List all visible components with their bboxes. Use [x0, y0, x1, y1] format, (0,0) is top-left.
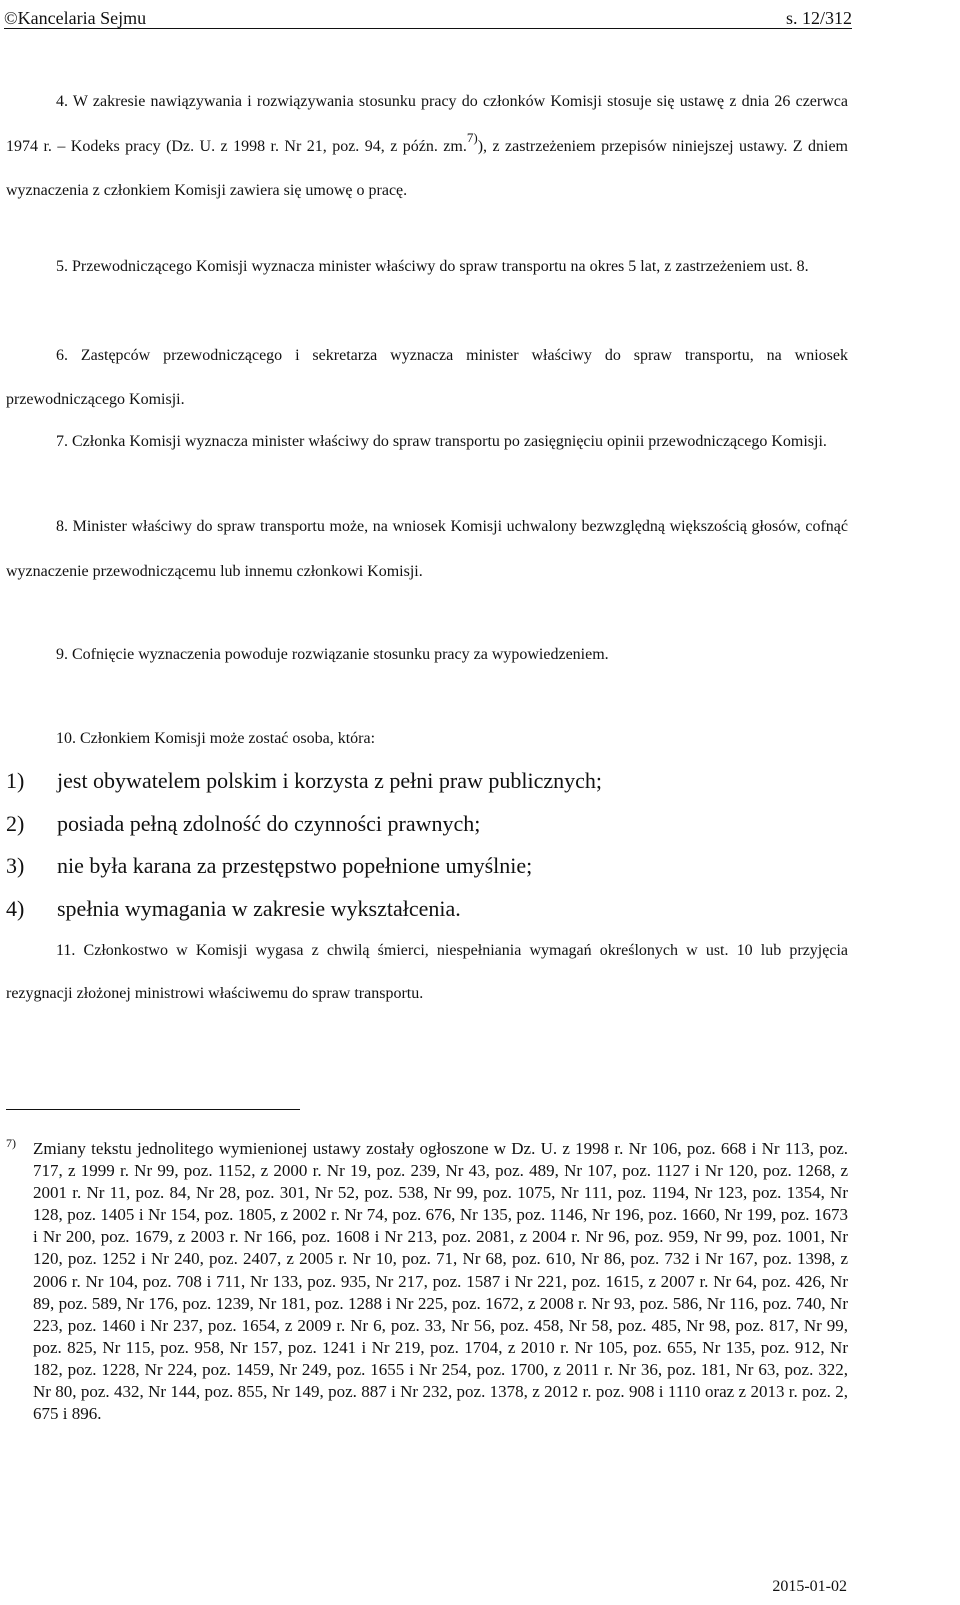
- paragraph-5: 5. Przewodniczącego Komisji wyznacza minister właściwy do spraw transportu na okres 5 lat, z zastrzeżeniem ust. 8.: [56, 258, 809, 275]
- footnote-text: Zmiany tekstu jednolitego wymienionej ustawy zostały ogłoszone w Dz. U. z 1998 r. Nr 106, poz. 668 i Nr 113, poz. 717, z 1999 r. Nr 99, poz. 1152, z 2000 r. Nr 19, poz. 239, Nr 43, poz. 489, Nr 107, poz. 1127 i Nr 120, poz. 1268, z 2001 r. Nr 11, poz. 84, Nr 28, poz. 301, Nr 52, poz. 538, Nr 99, poz. 1075, Nr 111, poz. 1194, Nr 123, poz. 1354, Nr 128, poz. 1405 i Nr 154, poz. 1805, z 2002 r. Nr 74, poz. 676, Nr 135, poz. 1146, Nr 196, poz. 1660, Nr 199, poz. 1673 i Nr 200, poz. 1679, z 2003 r. Nr 166, poz. 1608 i Nr 213, poz. 2081, z 2004 r. Nr 96, poz. 959, Nr 99, poz. 1001, Nr 120, poz. 1252 i Nr 240, poz. 2407, z 2005 r. Nr 10, poz. 71, Nr 68, poz. 610, Nr 86, poz. 732 i Nr 167, poz. 1398, z 2006 r. Nr 104, poz. 708 i 711, Nr 133, poz. 935, Nr 217, poz. 1587 i Nr 221, poz. 1615, z 2007 r. Nr 64, poz. 426, Nr 89, poz. 589, Nr 176, poz. 1239, Nr 181, poz. 1288 i Nr 225, poz. 1672, z 2008 r. Nr 93, poz. 586, Nr 116, poz. 740, Nr 223, poz. 1460 i Nr 237, poz. 1654, z 2009 r. Nr 6, poz. 33, Nr 56, poz. 458, Nr 58, poz. 485, Nr 98, poz. 817, Nr 99, poz. 825, Nr 115, poz. 958, Nr 157, poz. 1241 i Nr 219, poz. 1704, z 2010 r. Nr 105, poz. 655, Nr 135, poz. 912, Nr 182, poz. 1228, Nr 224, poz. 1459, Nr 249, poz. 1655 i Nr 254, poz. 1700, z 2011 r. Nr 36, poz. 181, Nr 63, poz. 322, Nr 80, poz. 432, Nr 144, poz. 855, Nr 149, poz. 887 i Nr 232, poz. 1378, z 2012 r. poz. 908 i 1110 oraz z 2013 r. poz. 2, 675 i 896.: [33, 1139, 848, 1424]
- list-item-number: 2): [6, 810, 25, 836]
- list-item-text: spełnia wymagania w zakresie wykształcenia.: [57, 895, 461, 921]
- paragraph-6: 6. Zastępców przewodniczącego i sekretarza wyznacza minister właściwy do spraw transportu, na wniosek przewodniczącego Komisji.: [6, 347, 848, 408]
- paragraph-9: 9. Cofnięcie wyznaczenia powoduje rozwiązanie stosunku pracy za wypowiedzeniem.: [56, 646, 609, 663]
- paragraph-4-text-b: ), z zastrzeżeniem przepisów niniejszej ustawy. Z dniem wyznaczenia z członkiem Komisji zawiera się umowę o pracę.: [6, 137, 848, 199]
- header-divider: [4, 28, 852, 29]
- list-item-number: 3): [6, 853, 25, 878]
- list-item: [6, 803, 848, 846]
- paragraph-7: 7. Członka Komisji wyznacza minister właściwy do spraw transportu po zasięgnięciu opinii przewodniczącego Komisji.: [56, 433, 827, 450]
- list-item-text: jest obywatelem polskim i korzysta z pełni praw publicznych;: [57, 768, 602, 793]
- list-item-text: posiada pełną zdolność do czynności prawnych;: [57, 810, 481, 836]
- list-item: [6, 760, 848, 803]
- footnote: [6, 1138, 848, 1425]
- list-item-number: 4): [6, 895, 25, 921]
- footnote-reference[interactable]: 7): [466, 129, 478, 145]
- header-page-number: s. 12/312: [785, 8, 852, 28]
- paragraph-4-text-a: 4. W zakresie nawiązywania i rozwiązywania stosunku pracy do członków Komisji stosuje się ustawę z dnia 26 czerwca 1974 r. – Kodeks pracy (Dz. U. z 1998 r. Nr 21, poz. 94, z późn. zm.: [6, 93, 848, 155]
- paragraph-8: 8. Minister właściwy do spraw transportu może, na wniosek Komisji uchwalony bezwzględną większością głosów, cofnąć wyznaczenie przewodniczącemu lub innemu członkowi Komisji.: [6, 518, 848, 580]
- requirements-list: [6, 760, 848, 930]
- footnote-divider: [6, 1109, 300, 1110]
- paragraph-11: 11. Członkostwo w Komisji wygasa z chwilą śmierci, niespełniania wymagań określonych w ust. 10 lub przyjęcia rezygnacji złożonej ministrowi właściwemu do spraw transportu.: [6, 942, 848, 1002]
- header-source: ©Kancelaria Sejmu: [4, 8, 147, 28]
- footnote-mark: 7): [6, 1136, 16, 1150]
- list-item: [6, 845, 848, 888]
- list-item-text: nie była karana za przestępstwo popełnione umyślnie;: [57, 853, 533, 878]
- list-item: [6, 888, 848, 931]
- paragraph-4: [6, 80, 848, 214]
- footer-date: 2015-01-02: [772, 1578, 847, 1595]
- paragraph-10: 10. Członkiem Komisji może zostać osoba, która:: [56, 730, 376, 747]
- list-item-number: 1): [6, 768, 25, 793]
